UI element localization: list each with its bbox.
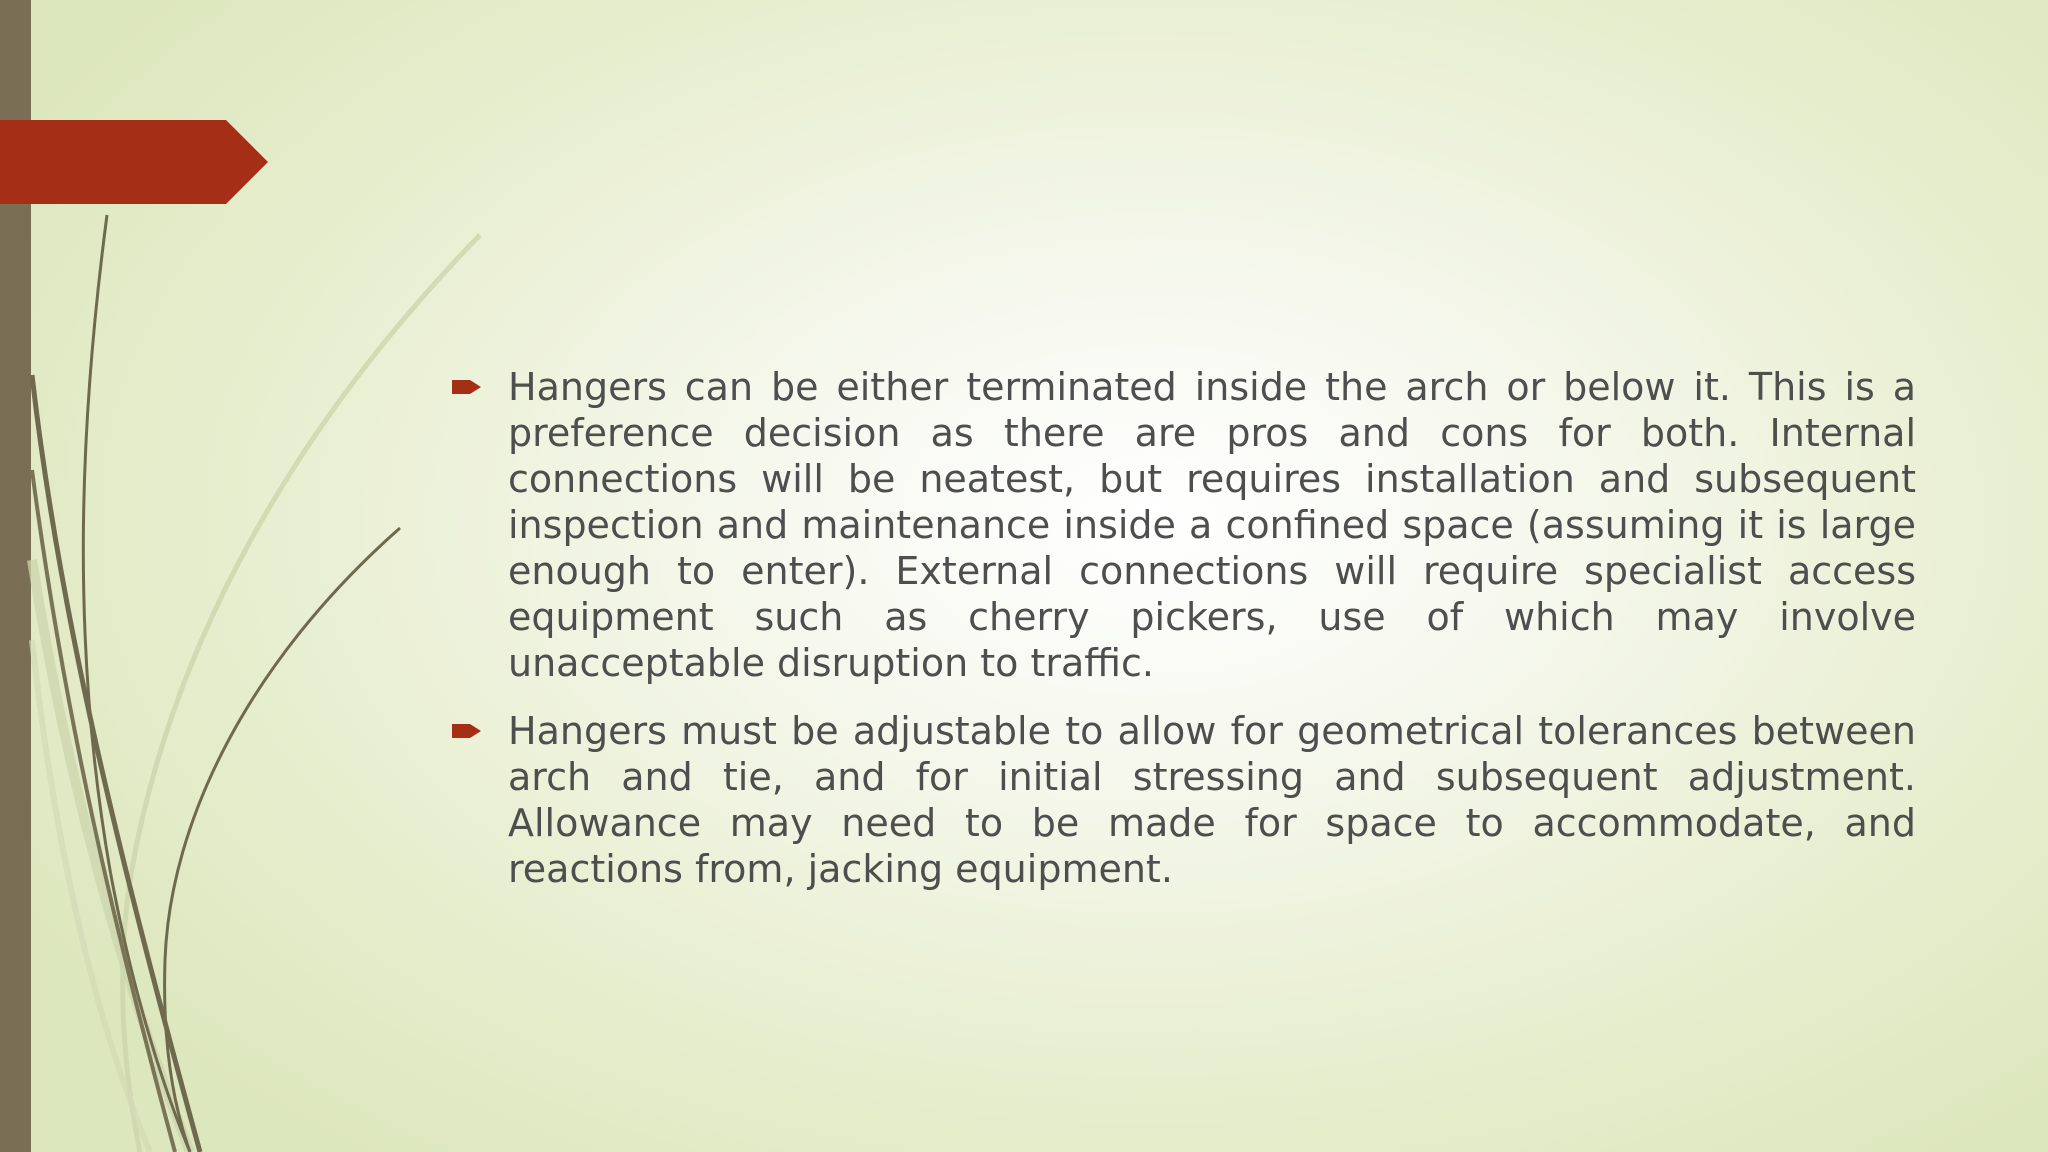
arrow-bullet-icon <box>452 722 482 740</box>
bullet-text-1: Hangers can be either terminated inside the arch or below it. This is a preference decision as there are pros and cons for both. Internal connections will be neatest, but requires installation and subsequent inspection and maintenance inside a confined space (assuming it is large enough to enter). External connections will require specialist access equipment such as cherry pickers, use of which may involve unacceptable disruption to traffic. <box>508 365 1916 685</box>
bullet-item-1 <box>452 364 1916 686</box>
arrow-bullet-icon <box>452 378 482 396</box>
bullet-item-2 <box>452 708 1916 892</box>
bullet-text-2: Hangers must be adjustable to allow for geometrical tolerances between arch and tie, and for initial stressing and subsequent adjustment. Allowance may need to be made for space to accommodate, and reactions from, jacking equipment. <box>508 709 1916 891</box>
title-banner-arrow <box>0 0 280 220</box>
bullet-list <box>452 364 1916 914</box>
